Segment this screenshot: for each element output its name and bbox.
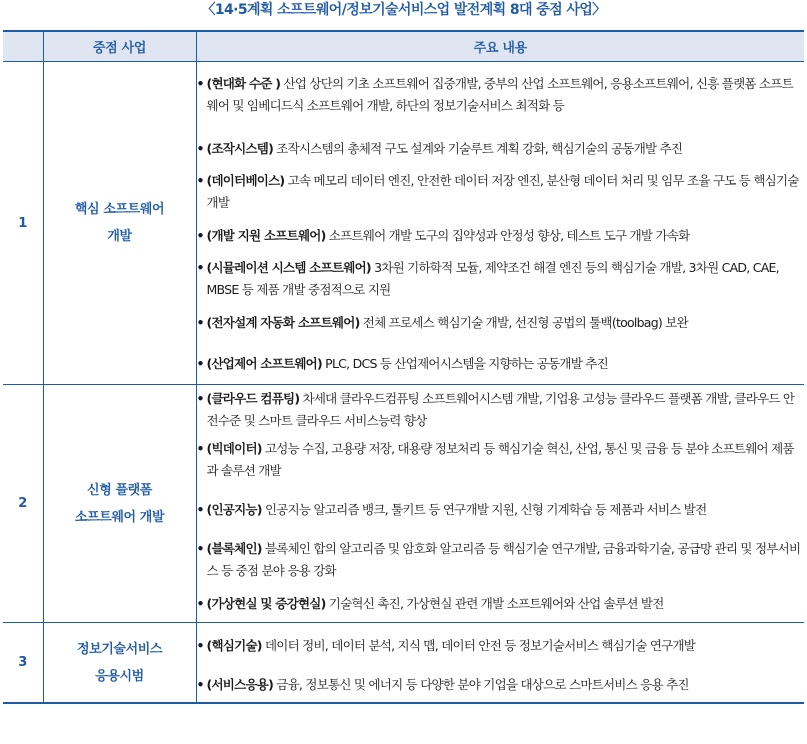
project-name <box>43 385 196 623</box>
row-number: 3 <box>3 623 43 704</box>
list-item <box>197 485 805 535</box>
content-cell <box>196 62 804 385</box>
project-name <box>43 623 196 704</box>
item-heading: (가상현실 및 증강현실) <box>206 595 326 611</box>
content-cell <box>196 623 804 704</box>
item-heading: (조작시스템) <box>206 140 274 156</box>
item-text: 기술혁신 촉진, 가상현실 관련 개발 소프트웨어와 산업 솔루션 발전 <box>325 595 664 611</box>
item-heading: (핵심기술) <box>206 637 262 653</box>
list-item <box>197 215 805 256</box>
item-heading: (클라우드 컴퓨팅) <box>206 391 300 406</box>
projects-table <box>3 30 804 704</box>
project-name-line: 핵심 소프트웨어 <box>74 202 165 217</box>
bullet-icon: • <box>196 260 204 275</box>
list-item <box>197 535 805 585</box>
item-text: PLC, DCS 등 산업제어시스템을 지향하는 공동개발 추진 <box>321 355 608 371</box>
project-name-line: 정보기술서비스 <box>76 641 163 657</box>
project-name-line: 신형 플랫폼 <box>87 482 152 498</box>
project-name-line: 소프트웨어 개발 <box>74 509 165 525</box>
item-text: 데이터 정비, 데이터 분석, 지식 맵, 데이터 안전 등 정보기술서비스 핵심기술 연구개발 <box>261 637 696 653</box>
bullet-icon: • <box>196 355 204 371</box>
item-heading: (시뮬레이션 시스템 소프트웨어) <box>206 260 371 275</box>
item-text: 3차원 기하학적 모듈, 제약조건 해결 엔진 등의 핵심기술 개발, 3차원 CAD, CAE, MBSE 등 제품 개발 중점적으로 지원 <box>206 260 779 297</box>
item-heading: (인공지능) <box>206 502 262 517</box>
item-text: 소프트웨어 개발 도구의 집약성과 안정성 향상, 테스트 도구 개발 가속화 <box>325 227 690 243</box>
item-text: 금융, 정보통신 및 에너지 등 다양한 분야 기업을 대상으로 스마트서비스 응용 추진 <box>273 677 689 692</box>
row-number: 1 <box>3 62 43 385</box>
item-heading: (서비스응용) <box>206 677 274 692</box>
list-item <box>197 169 805 215</box>
bullet-icon: • <box>196 391 204 406</box>
table-title: 〈14·5계획 소프트웨어/정보기술서비스업 발전계획 8대 중점 사업〉 <box>201 2 606 18</box>
list-item <box>197 343 805 384</box>
item-heading: (산업제어 소프트웨어) <box>206 355 322 371</box>
project-name-line: 개발 <box>107 229 132 244</box>
item-text: 고속 메모리 데이터 엔진, 안전한 데이터 저장 엔진, 분산형 데이터 처리 및 임무 조율 구도 등 핵심기술 개발 <box>206 173 799 210</box>
table-header-row <box>3 31 804 62</box>
item-heading: (현대화 수준 ) <box>206 76 281 91</box>
bullet-icon: • <box>196 637 204 653</box>
bullet-icon: • <box>196 677 204 692</box>
row-number: 2 <box>3 385 43 623</box>
table-row <box>3 385 804 623</box>
project-name <box>43 62 196 385</box>
bullet-icon: • <box>196 595 204 611</box>
bullet-icon: • <box>196 173 204 188</box>
list-item <box>197 256 805 302</box>
item-heading: (전자설계 자동화 소프트웨어) <box>206 314 360 330</box>
item-text: 인공지능 알고리즘 뱅크, 툴키트 등 연구개발 지원, 신형 기계학습 등 제품과 서비스 발전 <box>261 502 707 517</box>
bullet-icon: • <box>196 502 204 517</box>
list-item <box>197 128 805 169</box>
item-heading: (개발 지원 소프트웨어) <box>206 227 326 243</box>
bullet-icon: • <box>196 441 204 456</box>
list-item <box>197 302 805 343</box>
item-text: 차세대 클라우드컴퓨팅 소프트웨어시스템 개발, 기업용 고성능 클라우드 플랫폼 개발, 클라우드 안전수준 및 스마트 클라우드 서비스능력 향상 <box>206 391 795 428</box>
list-item <box>197 62 805 128</box>
item-heading: (블록체인) <box>206 541 262 556</box>
list-item <box>197 435 805 485</box>
item-text: 산업 상단의 기초 소프트웨어 집중개발, 중부의 산업 소프트웨어, 응용소프트웨어, 신흥 플랫폼 소프트웨어 및 임베디드식 소프트웨어 개발, 하단의 정보기술서비스 최적화 등 <box>206 76 793 113</box>
list-item <box>197 385 805 435</box>
content-cell <box>196 385 804 623</box>
item-text: 조작시스템의 총체적 구도 설계와 기술루트 계획 강화, 핵심기술의 공동개발 추진 <box>273 140 683 156</box>
header-number <box>3 31 43 62</box>
header-content: 주요 내용 <box>196 31 804 62</box>
item-heading: (빅데이터) <box>206 441 262 456</box>
item-text: 전체 프로세스 핵심기술 개발, 선진형 공법의 툴백(toolbag) 보완 <box>359 314 688 330</box>
item-text: 고성능 수집, 고용량 저장, 대용량 정보처리 등 핵심기술 혁신, 산업, 통신 및 금융 등 분야 소프트웨어 제품과 솔루션 개발 <box>206 441 794 478</box>
item-text: 블록체인 합의 알고리즘 및 암호화 알고리즘 등 핵심기술 연구개발, 금융과학기술, 공급망 관리 및 정부서비스 등 중점 분야 응용 강화 <box>206 541 801 578</box>
project-name-line: 응용시범 <box>95 668 144 684</box>
bullet-icon: • <box>196 140 204 156</box>
bullet-icon: • <box>196 76 204 91</box>
table-row <box>3 62 804 385</box>
table-row <box>3 623 804 704</box>
list-item <box>197 668 805 702</box>
header-project: 중점 사업 <box>43 31 196 62</box>
list-item <box>197 585 805 622</box>
bullet-icon: • <box>196 314 204 330</box>
list-item <box>197 623 805 668</box>
bullet-icon: • <box>196 541 204 556</box>
item-heading: (데이터베이스) <box>206 173 285 188</box>
bullet-icon: • <box>196 227 204 243</box>
